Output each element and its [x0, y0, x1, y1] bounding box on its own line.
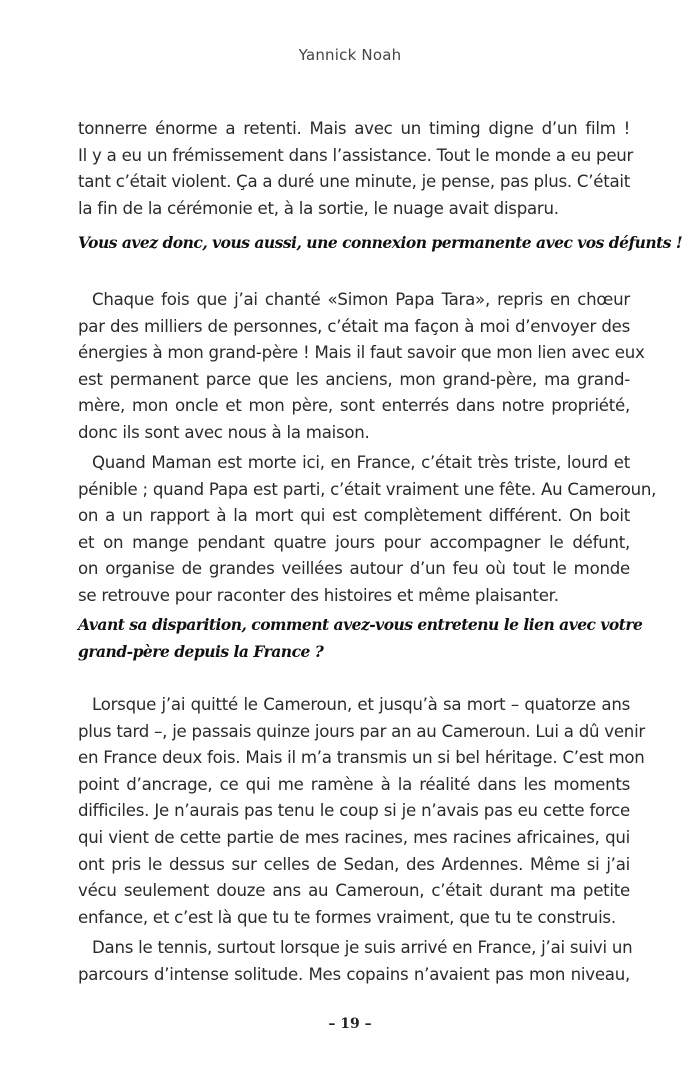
paragraph — [78, 935, 633, 988]
text-line: on organise de grandes veillées autour d’un feu où tout le monde — [78, 559, 630, 579]
text-line: en France deux fois. Mais il m’a transmis un si bel héritage. C’est mon — [78, 748, 645, 768]
text-line: point d’ancrage, ce qui me ramène à la réalité dans les moments — [78, 774, 630, 794]
text-line: Lorsque j’ai quitté le Cameroun, et jusqu’à sa mort – quatorze ans — [92, 695, 630, 714]
text-line: enfance, et c’est là que tu te formes vraiment, que tu te construis. — [78, 907, 616, 927]
text-line: plus tard –, je passais quinze jours par an au Cameroun. Lui a dû venir — [78, 721, 646, 741]
page-number: – 19 – — [328, 1016, 372, 1032]
text-line: Chaque fois que j’ai chanté «Simon Papa Tara», repris en chœur — [92, 290, 630, 309]
running-header: Yannick Noah — [298, 46, 402, 64]
text-line: par des milliers de personnes, c’était ma façon à moi d’envoyer des — [78, 316, 630, 336]
text-line: grand-père depuis la France ? — [78, 641, 324, 661]
paragraph — [78, 287, 645, 447]
interview-question — [78, 230, 683, 257]
paragraph — [78, 116, 634, 222]
text-line: mère, mon oncle et mon père, sont enterrés dans notre propriété, — [78, 396, 630, 416]
text-line: énergies à mon grand-père ! Mais il faut savoir que mon lien avec eux — [78, 343, 645, 363]
text-line: donc ils sont avec nous à la maison. — [78, 422, 370, 442]
text-line: et on mange pendant quatre jours pour accompagner le défunt, — [78, 532, 630, 552]
text-line: Dans le tennis, surtout lorsque je suis arrivé en France, j’ai suivi un — [92, 938, 633, 957]
text-line: Quand Maman est morte ici, en France, c’était très triste, lourd et — [92, 453, 630, 472]
text-line: difficiles. Je n’aurais pas tenu le coup si je n’avais pas eu cette force — [78, 801, 630, 821]
text-line: on a un rapport à la mort qui est complètement différent. On boit — [78, 506, 630, 526]
text-line: tonnerre énorme a retenti. Mais avec un timing digne d’un film ! — [78, 119, 630, 138]
text-line: la fin de la cérémonie et, à la sortie, le nuage avait disparu. — [78, 198, 559, 218]
text-line: vécu seulement douze ans au Cameroun, c’était durant ma petite — [78, 881, 630, 901]
paragraph — [78, 692, 646, 931]
text-line: ont pris le dessus sur celles de Sedan, des Ardennes. Même si j’ai — [78, 854, 630, 874]
text-line: est permanent parce que les anciens, mon grand-père, ma grand- — [78, 369, 630, 389]
text-line: se retrouve pour raconter des histoires et même plaisanter. — [78, 585, 559, 605]
interview-question — [78, 612, 643, 665]
text-line: Il y a eu un frémissement dans l’assistance. Tout le monde a eu peur — [78, 145, 634, 165]
text-line: pénible ; quand Papa est parti, c’était vraiment une fête. Au Cameroun, — [78, 479, 657, 499]
paragraph — [78, 450, 657, 610]
text-line: qui vient de cette partie de mes racines, mes racines africaines, qui — [78, 827, 630, 847]
text-line: Vous avez donc, vous aussi, une connexion permanente avec vos défunts ! — [78, 233, 683, 252]
text-line: tant c’était violent. Ça a duré une minute, je pense, pas plus. C’était — [78, 172, 631, 192]
text-line: Avant sa disparition, comment avez-vous entretenu le lien avec votre — [78, 615, 643, 634]
text-line: parcours d’intense solitude. Mes copains n’avaient pas mon niveau, — [78, 964, 630, 984]
